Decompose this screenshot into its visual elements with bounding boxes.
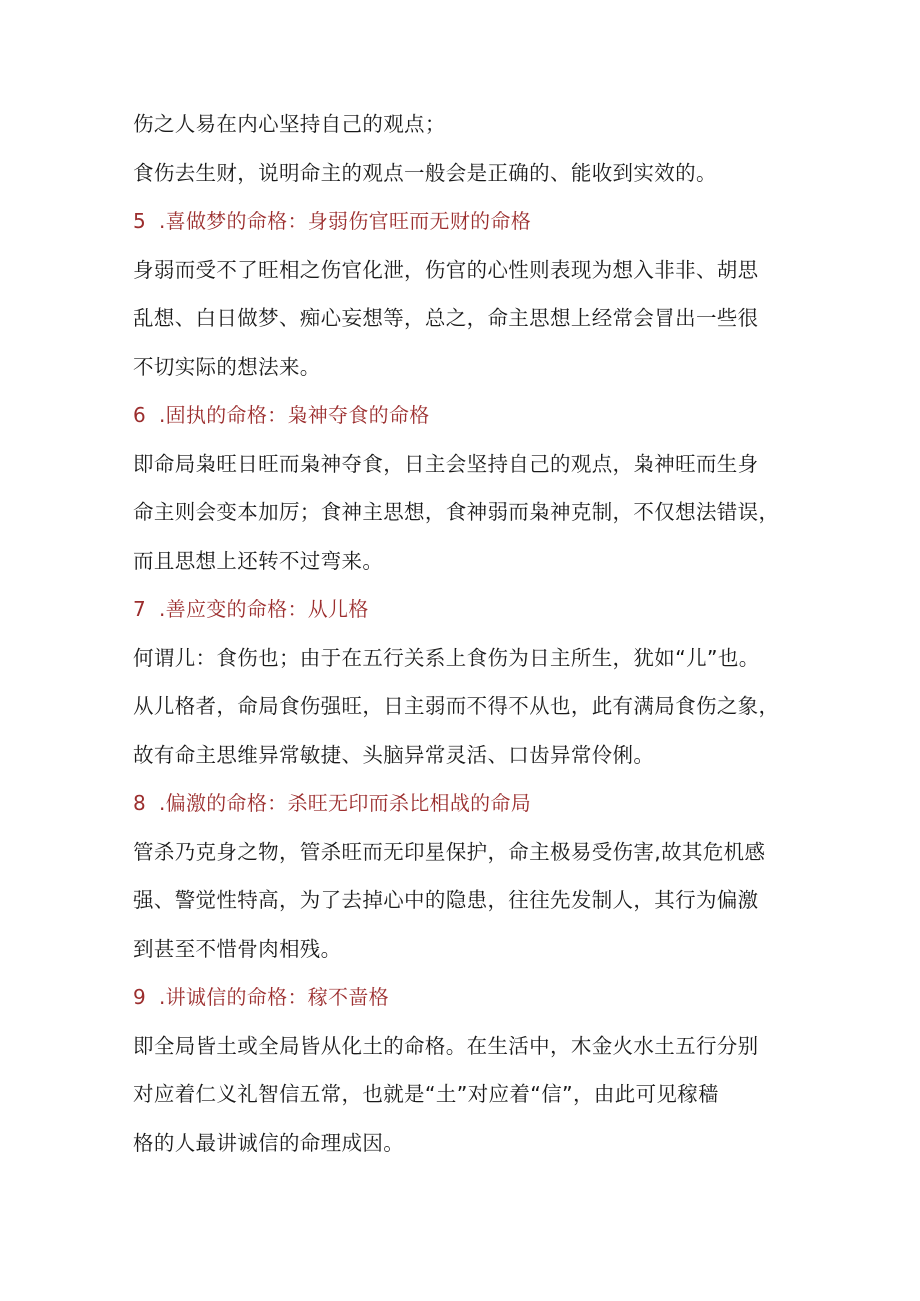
section-title: .善应变的命格：从儿格 <box>159 597 369 621</box>
text-line: 伤之人易在内心坚持自己的观点； <box>133 112 446 136</box>
section-heading <box>133 391 798 440</box>
section-heading <box>133 197 798 246</box>
text-line: 格的人最讲诚信的命理成因。 <box>133 1130 405 1155</box>
section-heading <box>133 973 798 1022</box>
text-line: 故有命主思维异常敏捷、头脑异常灵活、口齿异常伶俐。 <box>133 742 655 767</box>
text-line: 食伤去生财，说明命主的观点一般会是正确的、能收到实效的。 <box>133 160 717 185</box>
text-line: 即全局皆土或全局皆从化土的命格。在生活中，木金火水土五行分别 <box>133 1033 759 1058</box>
text-line: 不切实际的想法来。 <box>133 354 321 379</box>
text-line: 到甚至不惜骨肉相残。 <box>133 936 342 961</box>
text-line: 对应着仁义礼智信五常，也就是“土”对应着“信”，由此可见稼穑 <box>133 1082 719 1106</box>
section-number: 6 <box>133 403 147 427</box>
paragraph <box>133 1022 798 1168</box>
section-heading <box>133 779 798 828</box>
text-line: 命主则会变本加厉；食神主思想，食神弱而枭神克制，不仅想法错误， <box>133 500 780 524</box>
text-line: 乱想、白日做梦、痴心妄想等，总之，命主思想上经常会冒出一些很 <box>133 306 759 330</box>
text-line: 而且思想上还转不过弯来。 <box>133 548 384 573</box>
paragraph <box>133 634 798 780</box>
section-title: .固执的命格：枭神夺食的命格 <box>159 403 430 427</box>
text-line: 强、警觉性特高，为了去掉心中的隐患，往往先发制人，其行为偏激 <box>133 888 759 912</box>
paragraph <box>133 440 798 586</box>
text-line: 身弱而受不了旺相之伤官化泄，伤官的心性则表现为想入非非、胡思 <box>133 257 759 282</box>
section-title: .偏激的命格：杀旺无印而杀比相战的命局 <box>159 791 532 815</box>
text-line: 即命局枭旺日旺而枭神夺食，日主会坚持自己的观点，枭神旺而生身 <box>133 451 759 476</box>
paragraph <box>133 100 798 149</box>
document-content <box>133 100 798 1167</box>
paragraph <box>133 246 798 392</box>
text-line: 管杀乃克身之物，管杀旺而无印星保护，命主极易受伤害,故其危机感 <box>133 839 766 864</box>
section-heading <box>133 585 798 634</box>
section-number: 8 <box>133 791 147 815</box>
section-number: 9 <box>133 985 147 1009</box>
paragraph <box>133 828 798 974</box>
paragraph <box>133 149 798 198</box>
text-line: 从儿格者，命局食伤强旺，日主弱而不得不从也，此有满局食伤之象， <box>133 694 780 718</box>
text-line: 何谓儿：食伤也；由于在五行关系上食伤为日主所生，犹如“儿”也。 <box>133 645 760 670</box>
section-number: 7 <box>133 597 147 621</box>
section-title: .讲诚信的命格：稼不啬格 <box>159 985 389 1009</box>
section-title: .喜做梦的命格：身弱伤官旺而无财的命格 <box>159 209 532 233</box>
section-number: 5 <box>133 209 147 233</box>
